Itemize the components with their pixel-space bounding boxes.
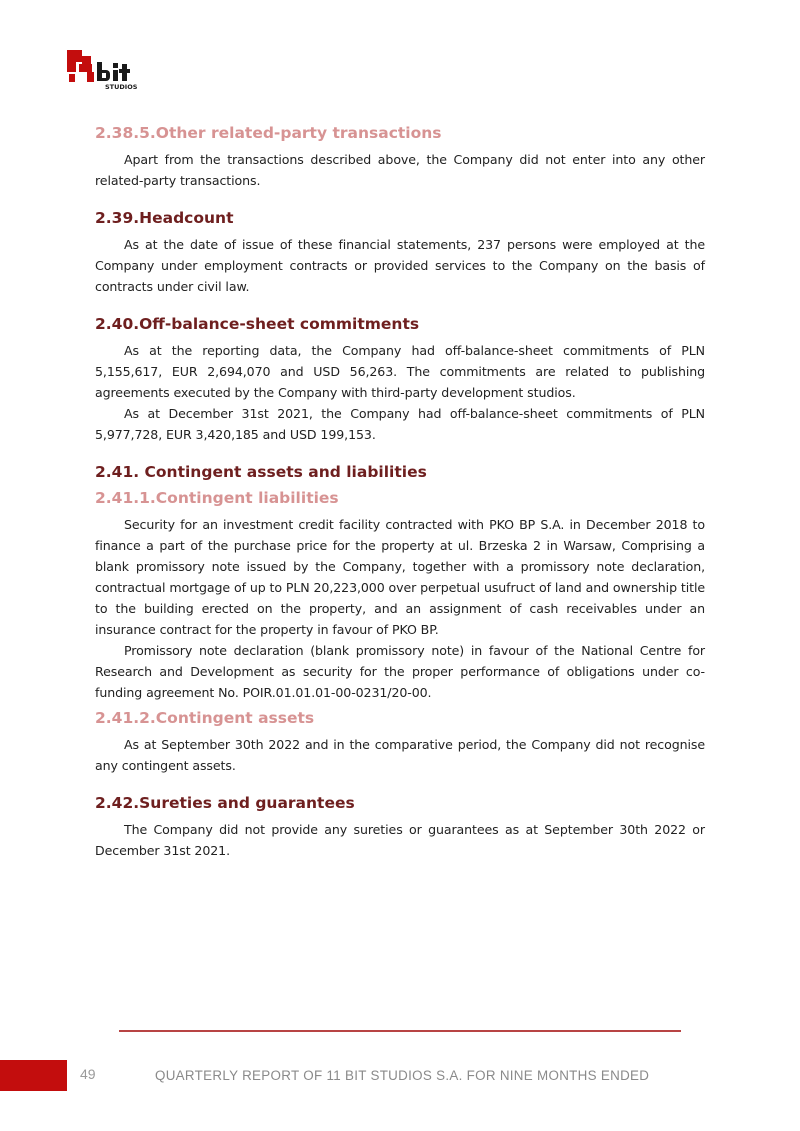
section-heading-sureties-guarantees: 2.42.Sureties and guarantees	[95, 794, 355, 812]
paragraph: Security for an investment credit facility contracted with PKO BP S.A. in December 2018 to finance a part of the purchase price for the property at ul. Brzeska 2 in Warsaw, Comprising a blank promissory note issued by the Company, together with a promissory note declaration, contractual mortgage of up to PLN 20,223,000 over perpetual usufruct of land and ownership title to the building erected on the property, and an assignment of cash receivables under an insurance contract for the property in favour of PKO BP.	[95, 517, 705, 637]
paragraph: As at September 30th 2022 and in the comparative period, the Company did not recognise any contingent assets.	[95, 737, 705, 773]
logo-subtext: STUDIOS	[105, 83, 138, 91]
subsection-heading-contingent-liabilities: 2.41.1.Contingent liabilities	[95, 489, 339, 507]
footer-color-block	[0, 1060, 67, 1091]
section-heading-off-balance-sheet: 2.40.Off-balance-sheet commitments	[95, 315, 420, 333]
footer-report-title: QUARTERLY REPORT OF 11 BIT STUDIOS S.A. FOR NINE MONTHS ENDED	[155, 1068, 650, 1083]
section-heading-headcount: 2.39.Headcount	[95, 209, 234, 227]
company-logo	[67, 50, 147, 94]
paragraph: Apart from the transactions described above, the Company did not enter into any other related-party transactions.	[95, 152, 705, 188]
page-content	[95, 120, 705, 861]
section-heading-contingent-assets-liabilities: 2.41. Contingent assets and liabilities	[95, 463, 427, 481]
page-number: 49	[80, 1066, 96, 1082]
paragraph: The Company did not provide any sureties or guarantees as at September 30th 2022 or December 31st 2021.	[95, 822, 705, 858]
paragraph: As at the reporting data, the Company had off-balance-sheet commitments of PLN 5,155,617, EUR 2,694,070 and USD 56,263. The commitments are related to publishing agreements executed by the Company with third-party development studios.	[95, 343, 705, 400]
footer-divider	[119, 1030, 681, 1032]
paragraph: As at the date of issue of these financial statements, 237 persons were employed at the Company under employment contracts or provided services to the Company on the basis of contracts under civil law.	[95, 237, 705, 294]
paragraph: As at December 31st 2021, the Company had off-balance-sheet commitments of PLN 5,977,728, EUR 3,420,185 and USD 199,153.	[95, 406, 705, 442]
logo-graphic	[67, 50, 147, 94]
paragraph: Promissory note declaration (blank promissory note) in favour of the National Centre for Research and Development as security for the proper performance of obligations under co-funding agreement No. POIR.01.01.01-00-0231/20-00.	[95, 643, 705, 700]
section-heading-other-related-party: 2.38.5.Other related-party transactions	[95, 124, 442, 142]
subsection-heading-contingent-assets: 2.41.2.Contingent assets	[95, 709, 315, 727]
